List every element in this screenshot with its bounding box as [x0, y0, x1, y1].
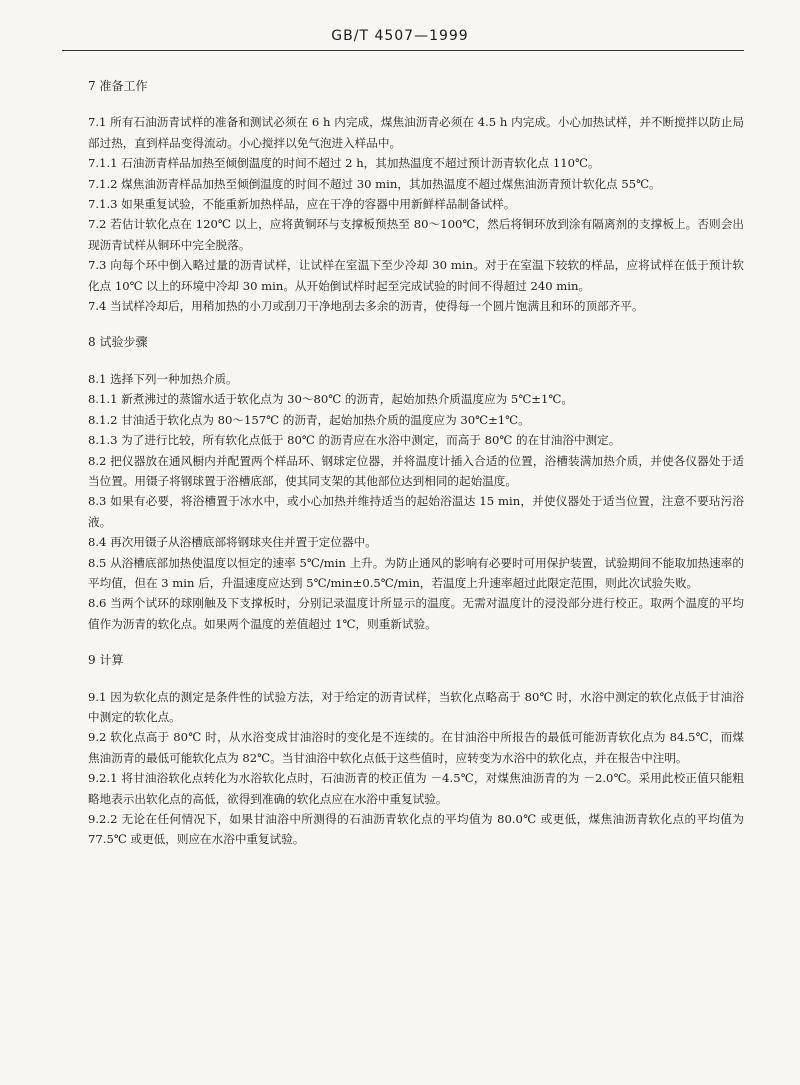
- clause: 7.4 当试样冷却后，用稍加热的小刀或刮刀干净地刮去多余的沥青，使得每一个圆片饱满且和环的顶部齐平。: [88, 299, 644, 314]
- clause: 9.2.2 无论在任何情况下，如果甘油浴中所测得的石油沥青软化点的平均值为 80.0℃ 或更低，煤焦油沥青软化点的平均值为 77.5℃ 或更低，则应在水浴中重复试验。: [88, 812, 744, 847]
- clause: 7.1 所有石油沥青试样的准备和测试必须在 6 h 内完成，煤焦油沥青必须在 4.5 h 内完成。小心加热试样，并不断搅拌以防止局部过热，直到样品变得流动。小心搅拌以免气泡进入样品中。: [88, 115, 744, 150]
- section-heading: 8 试验步骤: [88, 335, 148, 350]
- clause: 9.1 因为软化点的测定是条件性的试验方法，对于给定的沥青试样，当软化点略高于 80℃ 时，水浴中测定的软化点低于甘油浴中测定的软化点。: [88, 689, 744, 724]
- clause: 9.2.1 将甘油浴软化点转化为水浴软化点时，石油沥青的校正值为 －4.5℃，对煤焦油沥青的为 －2.0℃。采用此校正值只能粗略地表示出软化点的高低，欲得到准确的软化点应在水浴中重复试验。: [88, 771, 744, 806]
- clause: 8.3 如果有必要，将浴槽置于冰水中，或小心加热并维持适当的起始浴温达 15 min，并使仪器处于适当位置，注意不要玷污浴液。: [88, 494, 744, 529]
- page-header: GB/T 4507—1999: [331, 28, 469, 44]
- header-rule: [62, 50, 744, 51]
- clause: 8.1 选择下列一种加热介质。: [88, 371, 238, 386]
- clause: 8.1.1 新煮沸过的蒸馏水适于软化点为 30～80℃ 的沥青，起始加热介质温度应为 5℃±1℃。: [88, 392, 573, 407]
- section-heading: 9 计算: [88, 653, 124, 668]
- document-body: [88, 76, 744, 850]
- clause: 7.3 向每个环中倒入略过量的沥青试样，让试样在室温下至少冷却 30 min。对于在室温下较软的样品，应将试样在低于预计软化点 10℃ 以上的环境中冷却 30 min。从开始倒试样时起至完成试验的时间不得超过 240 min。: [88, 258, 744, 293]
- clause: 8.1.2 甘油适于软化点为 80～157℃ 的沥青，起始加热介质的温度应为 30℃±1℃。: [88, 412, 530, 427]
- clause: 8.6 当两个试环的球刚触及下支撑板时，分别记录温度计所显示的温度。无需对温度计的浸没部分进行校正。取两个温度的平均值作为沥青的软化点。如果两个温度的差值超过 1℃，则重新试验。: [88, 596, 744, 631]
- clause: 8.5 从浴槽底部加热使温度以恒定的速率 5℃/min 上升。为防止通风的影响有必要时可用保护装置，试验期间不能取加热速率的平均值，但在 3 min 后，升温速度应达到 5℃/min±0.5℃/min，若温度上升速率超过此限定范围，则此次试验失败。: [88, 555, 744, 590]
- clause: 8.2 把仪器放在通风橱内并配置两个样品环、钢球定位器，并将温度计插入合适的位置，浴槽装满加热介质，并使各仪器处于适当位置。用镊子将钢球置于浴槽底部，使其同支架的其他部位达到相同的起始温度。: [88, 453, 744, 488]
- clause: 8.1.3 为了进行比较，所有软化点低于 80℃ 的沥青应在水浴中测定，而高于 80℃ 的在甘油浴中测定。: [88, 433, 621, 448]
- section-heading: 7 准备工作: [88, 79, 148, 93]
- clause: 7.1.2 煤焦油沥青样品加热至倾倒温度的时间不超过 30 min，其加热温度不超过煤焦油沥青预计软化点 55℃。: [88, 176, 661, 191]
- clause: 7.1.3 如果重复试验，不能重新加热样品，应在干净的容器中用新鲜样品制备试样。: [88, 197, 516, 212]
- clause: 8.4 再次用镊子从浴槽底部将钢球夹住并置于定位器中。: [88, 535, 377, 550]
- clause: 7.1.1 石油沥青样品加热至倾倒温度的时间不超过 2 h，其加热温度不超过预计沥青软化点 110℃。: [88, 156, 600, 171]
- clause: 7.2 若估计软化点在 120℃ 以上，应将黄铜环与支撑板预热至 80～100℃，然后将铜环放到涂有隔离剂的支撑板上。否则会出现沥青试样从铜环中完全脱落。: [88, 217, 744, 252]
- clause: 9.2 软化点高于 80℃ 时，从水浴变成甘油浴时的变化是不连续的。在甘油浴中所报告的最低可能沥青软化点为 84.5℃，而煤焦油沥青的最低可能软化点为 82℃。当甘油浴中软化点低于这些值时，应转变为水浴中的软化点，并在报告中注明。: [88, 730, 744, 765]
